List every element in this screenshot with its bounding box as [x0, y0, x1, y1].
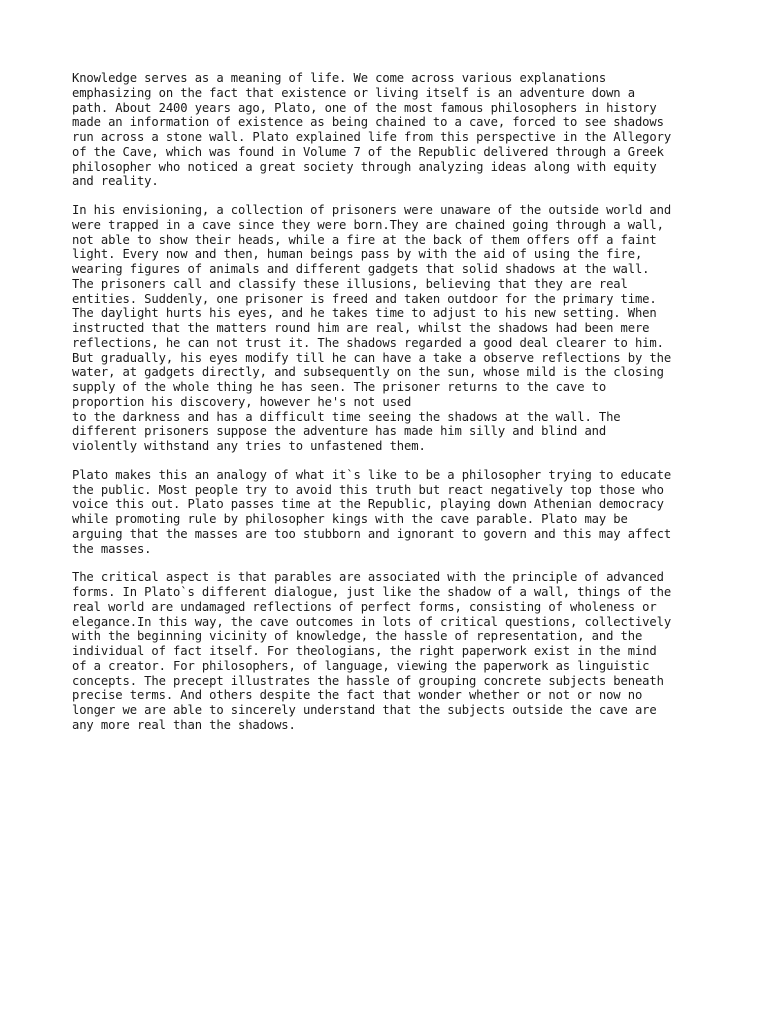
paragraph-allegory: In his envisioning, a collection of prisoners were unaware of the outside world and were trapped in a cave since they were born.They are chained going through a wall, not able to show their heads, while a fire at the back of them offers off a faint light. Every now and then, human beings pass by with the aid of using the fire, wearing figures of animals and different gadgets that solid shadows at the wall. The prisoners call and classify these illusions, believing that they are real entities. Suddenly, one prisoner is freed and taken outdoor for the primary time. The daylight hurts his eyes, and he takes time to adjust to his new setting. When instructed that the matters round him are real, whilst the shadows had been mere reflections, he can not trust it. The shadows regarded a good deal clearer to him. But gradually, his eyes modify till he can have a take a observe reflections by the water, at gadgets directly, and subsequently on the sun, whose mild is the closing supply of the whole thing he has seen. The prisoner returns to the cave to proportion his discovery, however he's not used to the darkness and has a difficult time seeing the shadows at the wall. The different prisoners suppose the adventure has made him silly and blind and violently withstand any tries to unfastened them. — [72, 203, 672, 453]
paragraph-intro: Knowledge serves as a meaning of life. We come across various explanations emphasizing on the fact that existence or living itself is an adventure down a path. About 2400 years ago, Plato, one of the most famous philosophers in history made an information of existence as being chained to a cave, forced to see shadows run across a stone wall. Plato explained life from this perspective in the Allegory of the Cave, which was found in Volume 7 of the Republic delivered through a Greek philosopher who noticed a great society through analyzing ideas along with equity and reality. — [72, 71, 672, 189]
paragraph-forms: The critical aspect is that parables are associated with the principle of advanced forms. In Plato`s different dialogue, just like the shadow of a wall, things of the real world are undamaged reflections of perfect forms, consisting of wholeness or elegance.In this way, the cave outcomes in lots of critical questions, collectively with the beginning vicinity of knowledge, the hassle of representation, and the individual of fact itself. For theologians, the right paperwork exist in the mind of a creator. For philosophers, of language, viewing the paperwork as linguistic concepts. The precept illustrates the hassle of grouping concrete subjects beneath precise terms. And others despite the fact that wonder whether or not or now no longer we are able to sincerely understand that the subjects outside the cave are any more real than the shadows. — [72, 570, 672, 732]
paragraph-analogy: Plato makes this an analogy of what it`s like to be a philosopher trying to educate the public. Most people try to avoid this truth but react negatively top those who voice this out. Plato passes time at the Republic, playing down Athenian democracy while promoting rule by philosopher kings with the cave parable. Plato may be arguing that the masses are too stubborn and ignorant to govern and this may affect the masses. — [72, 467, 672, 556]
document-page — [72, 71, 712, 747]
